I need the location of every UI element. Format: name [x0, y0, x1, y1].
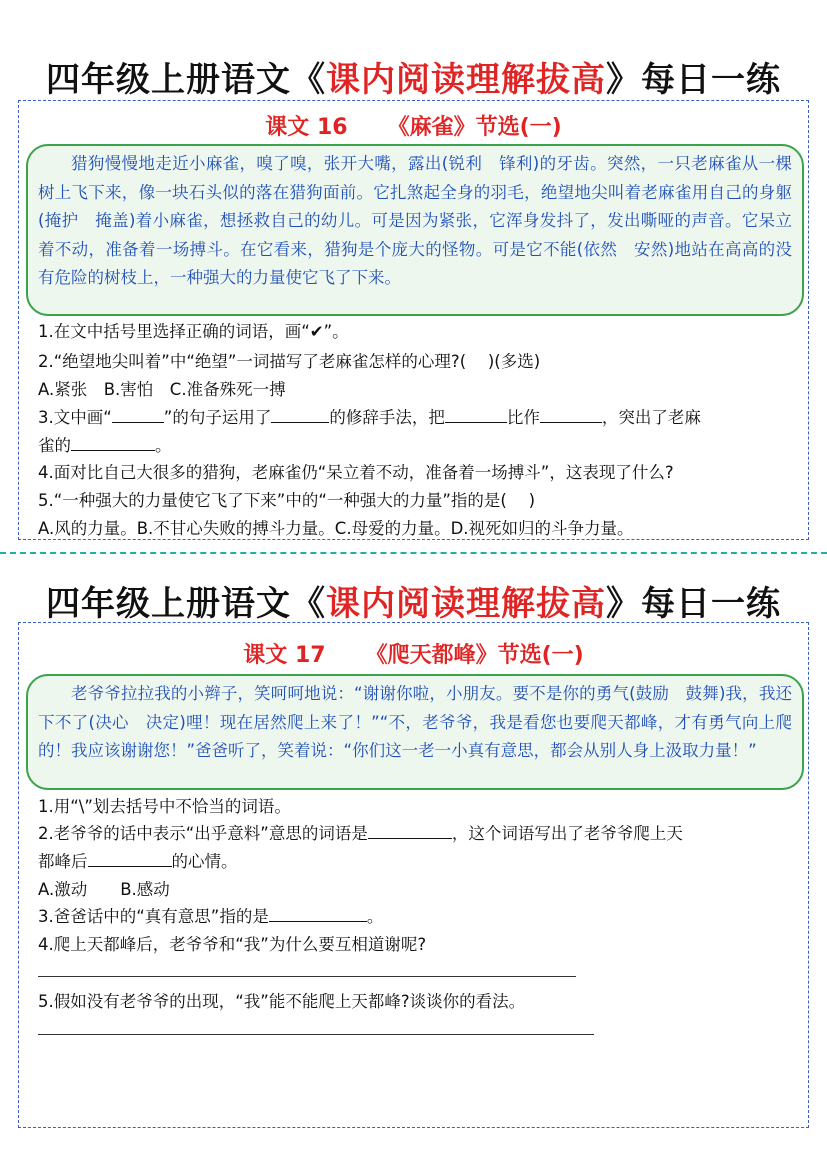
lesson-number: 课文 17: [243, 643, 326, 668]
q3-text-e: ，突出了老麻: [601, 408, 701, 427]
q3-text-c: 的修辞手法，把: [329, 408, 445, 427]
q3-text-d: 比作: [506, 408, 540, 427]
question-2-2: [38, 820, 683, 844]
q3-text-g: 。: [155, 436, 172, 455]
answer-blank[interactable]: [445, 406, 507, 423]
q3-text-f: 雀的: [38, 436, 71, 455]
lesson-title: 《爬天都峰》节选(一): [365, 643, 584, 668]
title-highlight: 课内阅读理解拔高: [326, 60, 606, 100]
q3-text-b: 。: [366, 907, 384, 926]
question-1-2: 2.“绝望地尖叫着”中“绝望”一词描写了老麻雀怎样的心理?( )(多选): [38, 352, 541, 371]
question-1-5: 5.“一种强大的力量使它飞了下来”中的“一种强大的力量”指的是( ): [38, 491, 536, 510]
q2-text-d: 的心情。: [171, 852, 238, 871]
question-2-1: 1.用“\”划去括号中不恰当的词语。: [38, 797, 291, 816]
section-divider: [0, 552, 827, 554]
question-1-5-options: A.风的力量。B.不甘心失败的搏斗力量。C.母爱的力量。D.视死如归的斗争力量。: [38, 519, 634, 538]
question-1-4: 4.面对比自己大很多的猎狗，老麻雀仍“呆立着不动，准备着一场搏斗”，这表现了什么?: [38, 463, 674, 482]
title-prefix: 四年级上册语文《: [46, 584, 326, 624]
question-2-5: 5.假如没有老爷爷的出现，“我”能不能爬上天都峰?谈谈你的看法。: [38, 992, 526, 1011]
lesson-number: 课文 16: [265, 115, 348, 140]
q3-text-b: ”的句子运用了: [163, 408, 272, 427]
q2-text-b: ，这个词语写出了老爷爷爬上天: [451, 824, 683, 843]
q3-text-a: 3.爸爸话中的“真有意思”指的是: [38, 907, 269, 926]
q2-text-a: 2.老爷爷的话中表示“出乎意料”意思的词语是: [38, 824, 368, 843]
title-suffix: 》每日一练: [606, 60, 781, 100]
question-2-3: [38, 903, 383, 927]
answer-blank[interactable]: [71, 434, 155, 451]
question-1-3-cont: [38, 432, 172, 456]
page-title-1: [0, 52, 827, 101]
answer-line[interactable]: [38, 1034, 594, 1035]
answer-blank[interactable]: [112, 406, 164, 423]
passage-1: 猎狗慢慢地走近小麻雀，嗅了嗅，张开大嘴，露出(锐利 锋利)的牙齿。突然，一只老麻雀从一棵树上飞下来，像一块石头似的落在猎狗面前。它扎煞起全身的羽毛，绝望地尖叫着老麻雀用自己的身躯(掩护 掩盖)着小麻雀，想拯救自己的幼儿。可是因为紧张，它浑身发抖了，发出嘶哑的声音。它呆立着不动，准备着一场搏斗。在它看来，猎狗是个庞大的怪物。可是它不能(依然 安然)地站在高高的没有危险的树枝上，一种强大的力量使它飞了下来。: [26, 144, 804, 316]
page-title-2: [0, 576, 827, 625]
answer-blank[interactable]: [88, 850, 172, 867]
answer-blank[interactable]: [271, 406, 329, 423]
q2-text-c: 都峰后: [38, 852, 88, 871]
question-1-2-options: A.紧张 B.害怕 C.准备殊死一搏: [38, 380, 286, 399]
answer-blank[interactable]: [368, 822, 452, 839]
passage-2: 老爷爷拉拉我的小辫子，笑呵呵地说：“谢谢你啦，小朋友。要不是你的勇气(鼓励 鼓舞)我，我还下不了(决心 决定)哩！现在居然爬上来了！”“不，老爷爷，我是看您也要爬天都峰，才有勇气向上爬的！我应该谢谢您！”爸爸听了，笑着说：“你们这一老一小真有意思，都会从别人身上汲取力量！”: [26, 674, 804, 790]
lesson-title: 《麻雀》节选(一): [387, 115, 562, 140]
title-suffix: 》每日一练: [606, 584, 781, 624]
question-2-2-cont: [38, 848, 238, 872]
answer-blank[interactable]: [269, 905, 367, 922]
question-2-4: 4.爬上天都峰后，老爷爷和“我”为什么要互相道谢呢?: [38, 935, 427, 954]
question-1-3: [38, 404, 701, 428]
answer-blank[interactable]: [540, 406, 602, 423]
title-highlight: 课内阅读理解拔高: [326, 584, 606, 624]
question-1-1: 1.在文中括号里选择正确的词语，画“✔”。: [38, 322, 349, 341]
lesson-heading-2: [0, 638, 827, 669]
title-prefix: 四年级上册语文《: [46, 60, 326, 100]
q3-text-a: 3.文中画“: [38, 408, 112, 427]
lesson-heading-1: [0, 110, 827, 141]
question-2-2-options: A.激动 B.感动: [38, 880, 170, 899]
answer-line[interactable]: [38, 976, 576, 977]
